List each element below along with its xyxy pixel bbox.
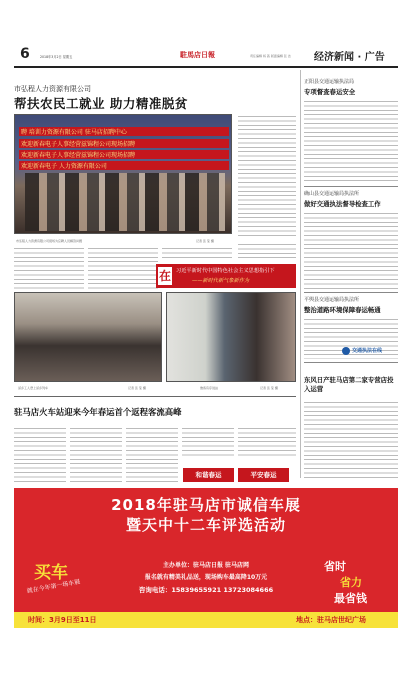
ad-sponsors: 主办单位：驻马店日报 驻马店网 <box>162 562 250 569</box>
story4-body <box>304 400 398 478</box>
page-number: 6 <box>20 46 30 62</box>
promo-badge: 在 <box>158 269 171 283</box>
right-photo-credit: 记者 张 莹 摄 <box>260 386 278 390</box>
right-column-divider <box>300 70 301 478</box>
lead-photo-people <box>25 173 225 231</box>
right-rule-3 <box>304 362 398 363</box>
lead-headline: 帮扶农民工就业 助力精准脱贫 <box>14 96 188 111</box>
ad-signup: 报名就有精美礼品送，现场购车最高降10万元 <box>144 574 268 581</box>
slogan-left: 和谐春运 <box>183 468 234 482</box>
ad-slogan-right-3: 最省钱 <box>334 592 367 605</box>
ad-headline-1: 2018年驻马店市诚信车展 <box>111 496 301 514</box>
train-body-col-2 <box>70 426 122 482</box>
lead-photo-banner-4: 欢迎新春电子 人力资源有限公司 <box>19 161 229 170</box>
lead-body-col-2 <box>14 246 84 290</box>
ad-headline-2: 暨天中十二车评选活动 <box>125 516 286 534</box>
promo-line-1: 习近平新时代中国特色社会主义思想指引下 <box>176 268 275 274</box>
lead-photo-credit: 记者 张 莹 摄 <box>196 239 214 243</box>
story1-head: 专项督查春运安全 <box>304 88 356 96</box>
ad-buy-car: 买车 <box>34 563 68 583</box>
right-photo-caption: 旅客有序进站 <box>200 386 219 390</box>
transport-logo-label: 交通执法在线 <box>352 348 383 354</box>
story1-kicker: 正阳县交通运输执法局 <box>304 79 355 85</box>
story1-body <box>304 99 398 183</box>
lead-body-col-4 <box>162 246 232 260</box>
story4-head: 东风日产驻马店第二家专营店投入运营 <box>304 376 394 393</box>
ad-place: 地点：驻马店世纪广场 <box>296 616 366 624</box>
left-photo-caption: 返乡工人登上返乡列车 <box>18 386 49 390</box>
header-rule <box>14 66 398 68</box>
promo-box <box>156 264 296 288</box>
train-headline: 驻马店火车站迎来今年春运首个返程客流高峰 <box>14 407 182 417</box>
train-body-col-4 <box>182 426 234 456</box>
story3-kicker: 平舆县交通运输局执法所 <box>304 297 360 303</box>
transport-logo <box>342 346 398 356</box>
lead-body-col-1 <box>238 114 296 238</box>
lead-photo-caption: 市弘程人力资源有限公司现场为应聘人员解答问题 <box>16 239 83 243</box>
lead-body-col-3 <box>88 246 158 290</box>
lead-kicker: 市弘程人力资源有限公司 <box>14 85 91 93</box>
right-rule-2 <box>304 292 398 293</box>
mid-rule <box>14 396 296 397</box>
car-show-ad <box>14 488 398 628</box>
story3-head: 整治道路环境保障春运畅通 <box>304 306 381 314</box>
lead-photo <box>14 114 232 234</box>
lead-photo-banner-2: 欢迎新春电子人事经营兹锦程公司现场招聘 <box>19 139 229 148</box>
ad-slogan-right-1: 省时 <box>324 560 346 573</box>
promo-line-2: ——新时代新气象新作为 <box>192 278 250 284</box>
lead-photo-banner-1: 聘 培训力资源有限公司 驻马店招聘中心 <box>19 127 229 136</box>
ad-footer-bar <box>14 612 398 628</box>
right-station-photo <box>166 292 296 382</box>
right-rule-1 <box>304 186 398 187</box>
left-train-photo <box>14 292 162 382</box>
train-body-col-3 <box>126 426 178 482</box>
transport-logo-icon <box>342 347 350 355</box>
issue-date: 2018年3月2日 星期五 <box>40 55 73 59</box>
story2-kicker: 确山县交通运输局执法所 <box>304 191 360 197</box>
ad-time: 时间：3月9日至11日 <box>28 616 97 624</box>
story2-head: 做好交通执法督导检查工作 <box>304 200 381 208</box>
story2-body <box>304 211 398 289</box>
page-header <box>14 44 398 66</box>
section-title: 经济新闻 · 广告 <box>314 52 385 63</box>
ad-buy-car-sub: 就在今年第一场车展 <box>26 578 81 595</box>
lead-body-col-5 <box>238 242 296 260</box>
edition-meta: 责任编辑 杨 茜 版面编辑 张 洁 <box>250 54 291 58</box>
train-body-col-1 <box>14 426 66 482</box>
ad-phone: 咨询电话：15839655921 13723084666 <box>138 586 274 594</box>
slogan-right: 平安春运 <box>238 468 289 482</box>
train-body-col-5 <box>238 426 296 456</box>
ad-slogan-right-2: 省力 <box>340 576 362 589</box>
masthead: 駐馬店日報 <box>180 50 215 59</box>
left-photo-credit: 记者 张 莹 摄 <box>128 386 146 390</box>
lead-photo-banner-3: 欢迎新春电子人事经营兹锦程公司现场招聘 <box>19 150 229 159</box>
